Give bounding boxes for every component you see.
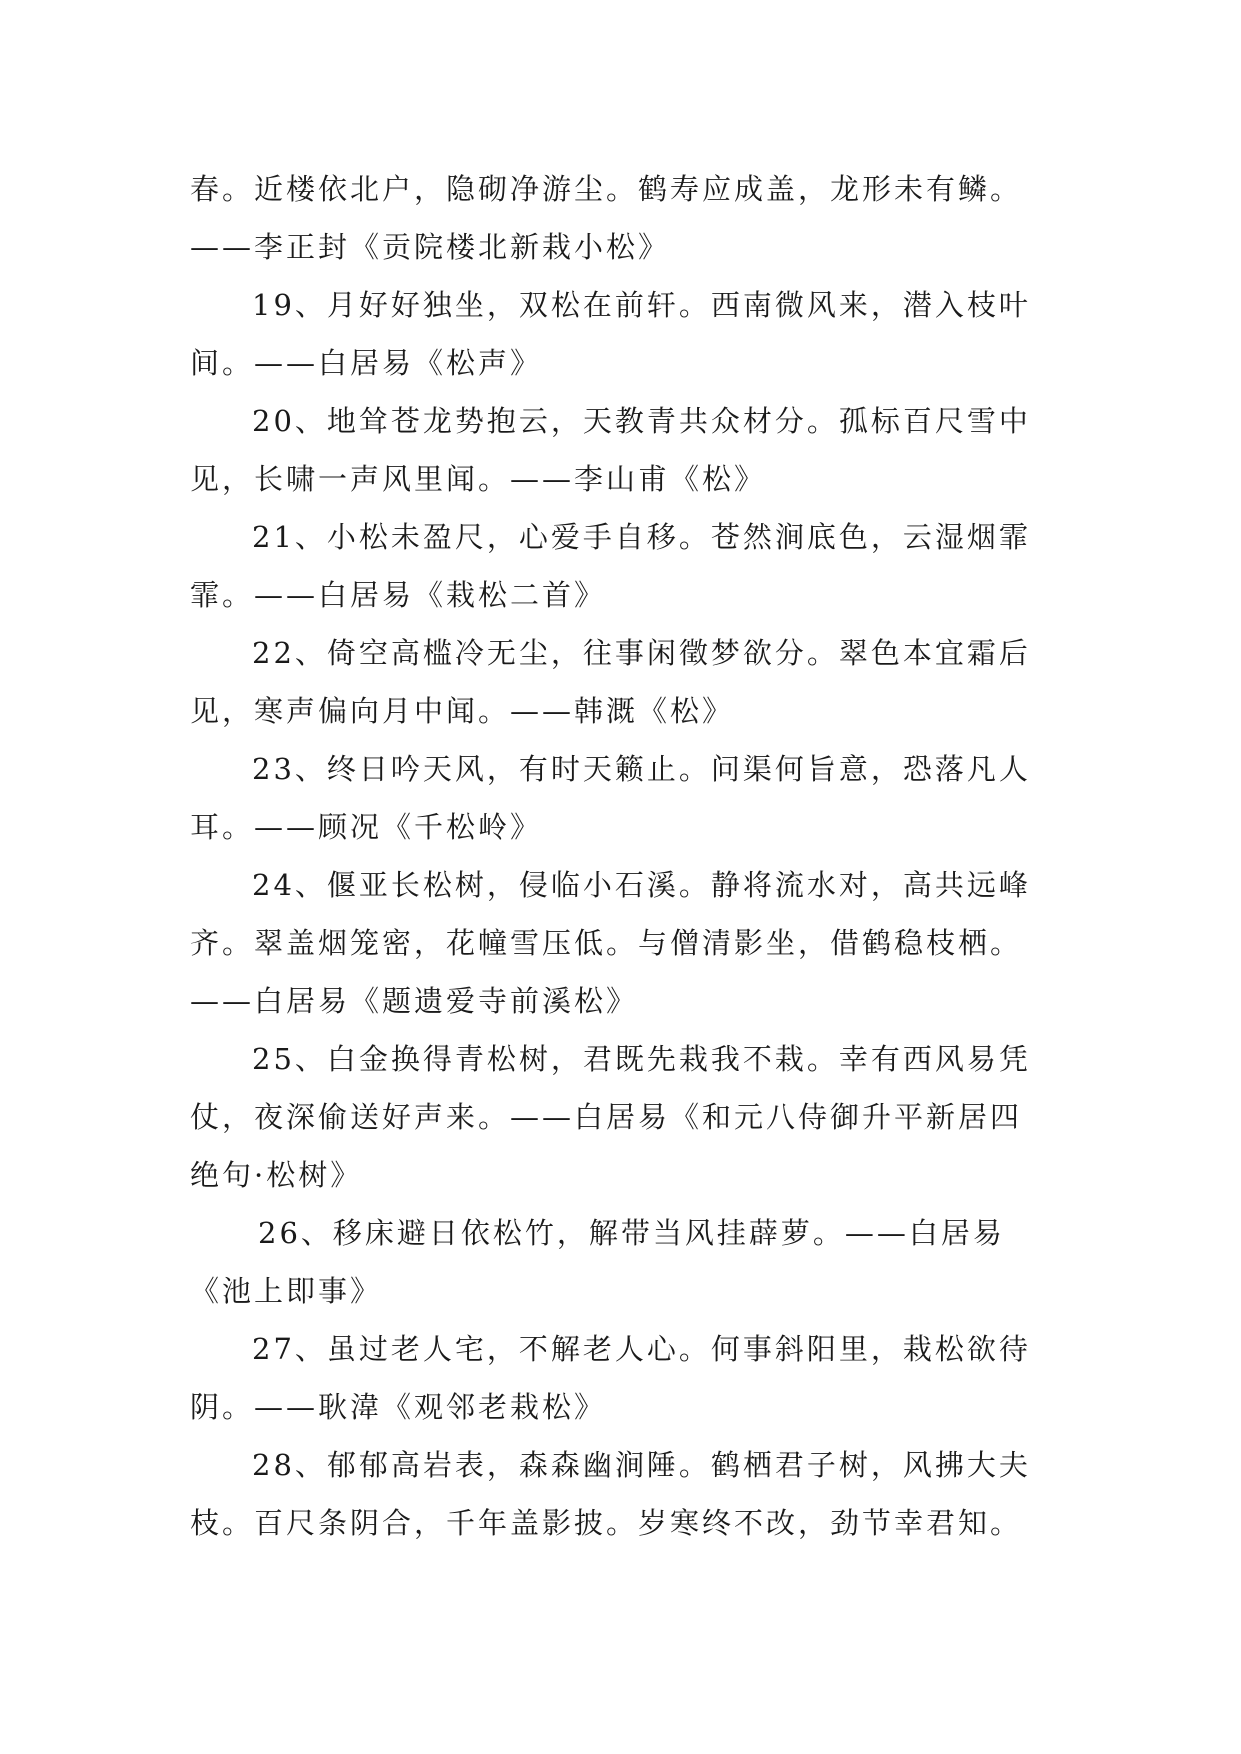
text-line: 仗，夜深偷送好声来。——白居易《和元八侍御升平新居四: [190, 1100, 1023, 1134]
text-line: ——李正封《贡院楼北新栽小松》: [190, 230, 671, 264]
text-line: 齐。翠盖烟笼密，花幢雪压低。与僧清影坐，借鹤稳枝栖。: [190, 926, 1023, 960]
text-line: 阴。——耿湋《观邻老栽松》: [190, 1390, 607, 1424]
text-line: 枝。百尺条阴合，千年盖影披。岁寒终不改，劲节幸君知。: [190, 1506, 1023, 1540]
text-line: 28、郁郁高岩表，森森幽涧陲。鹤栖君子树，风拂大夫: [252, 1448, 1031, 1482]
text-line: 26、移床避日依松竹，解带当风挂薜萝。——白居易: [258, 1216, 1005, 1250]
text-line: 25、白金换得青松树，君既先栽我不栽。幸有西风易凭: [252, 1042, 1031, 1076]
text-line: 绝句·松树》: [190, 1158, 363, 1192]
text-line: ——白居易《题遗爱寺前溪松》: [190, 984, 639, 1018]
text-line: 见，长啸一声风里闻。——李山甫《松》: [190, 462, 767, 496]
text-line: 23、终日吟天风，有时天籁止。问渠何旨意，恐落凡人: [252, 752, 1031, 786]
text-line: 22、倚空高槛冷无尘，往事闲徵梦欲分。翠色本宜霜后: [252, 636, 1031, 670]
text-line: 霏。——白居易《栽松二首》: [190, 578, 607, 612]
text-line: 耳。——顾况《千松岭》: [190, 810, 543, 844]
text-line: 24、偃亚长松树，侵临小石溪。静将流水对，高共远峰: [252, 868, 1031, 902]
text-line: 21、小松未盈尺，心爱手自移。苍然涧底色，云湿烟霏: [252, 520, 1031, 554]
text-line: 《池上即事》: [190, 1274, 383, 1308]
text-line: 春。近楼依北户，隐砌净游尘。鹤寿应成盖，龙形未有鳞。: [190, 172, 1023, 206]
text-line: 19、月好好独坐，双松在前轩。西南微风来，潜入枝叶: [252, 288, 1031, 322]
text-line: 27、虽过老人宅，不解老人心。何事斜阳里，栽松欲待: [252, 1332, 1031, 1366]
text-line: 20、地耸苍龙势抱云，天教青共众材分。孤标百尺雪中: [252, 404, 1031, 438]
text-line: 间。——白居易《松声》: [190, 346, 543, 380]
text-line: 见，寒声偏向月中闻。——韩溉《松》: [190, 694, 735, 728]
poem-text-body: [190, 160, 1050, 1552]
